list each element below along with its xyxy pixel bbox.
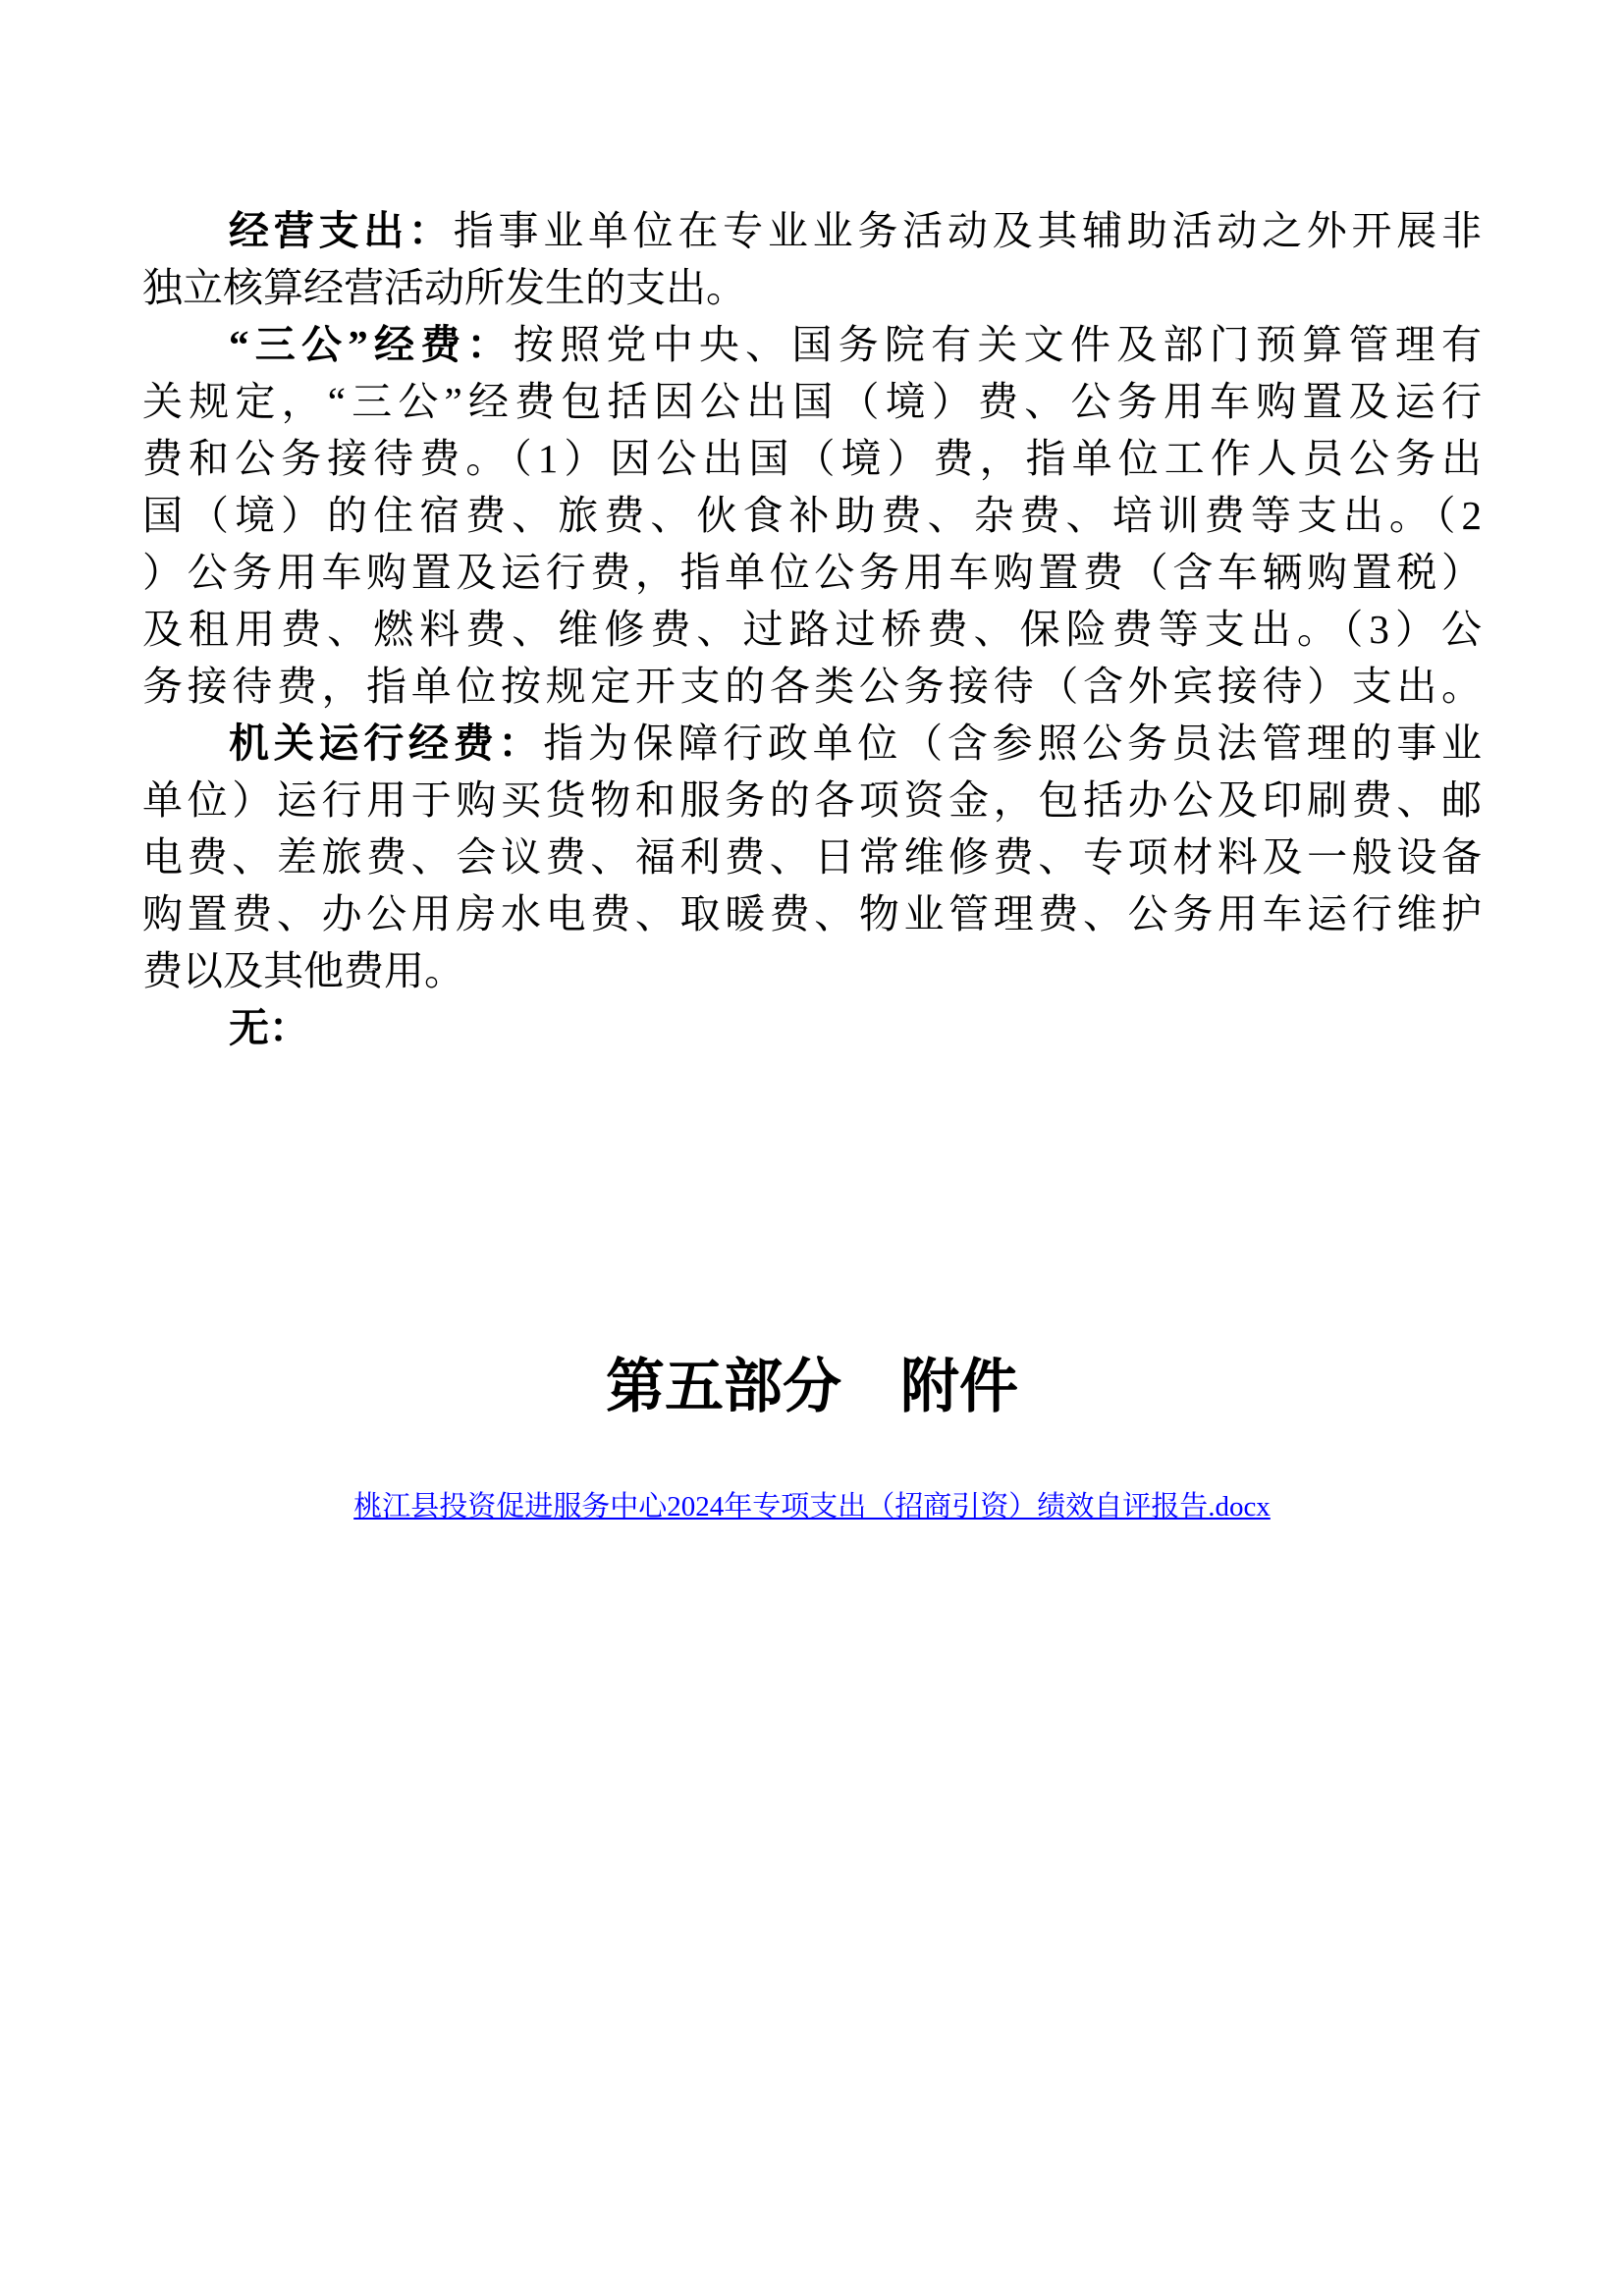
line-text: 费和公务接待费。（1）因公出国（境）费，指单位工作人员公务出 <box>142 436 1482 481</box>
text-line <box>142 999 1482 1056</box>
text-line <box>142 487 1482 544</box>
line-text: 指事业单位在专业业务活动及其辅助活动之外开展非 <box>453 208 1483 253</box>
line-text: 关规定，“三公”经费包括因公出国（境）费、公务用车购置及运行 <box>142 379 1482 424</box>
text-line <box>142 316 1482 373</box>
term-label: 无： <box>229 1005 309 1050</box>
text-line <box>142 202 1482 259</box>
line-text: 及租用费、燃料费、维修费、过路过桥费、保险费等支出。（3）公 <box>142 607 1482 652</box>
line-text: 独立核算经营活动所发生的支出。 <box>142 265 746 310</box>
text-line <box>142 658 1482 715</box>
line-text: 费以及其他费用。 <box>142 948 464 993</box>
text-line <box>142 772 1482 828</box>
attachment-link[interactable]: 桃江县投资促进服务中心2024年专项支出（招商引资）绩效自评报告.docx <box>353 1491 1271 1522</box>
text-line <box>142 430 1482 487</box>
attachment-paragraph <box>142 1487 1482 1526</box>
line-text: 购置费、办公用房水电费、取暖费、物业管理费、公务用车运行维护 <box>142 891 1482 936</box>
term-label: 经营支出： <box>229 208 454 253</box>
text-line <box>142 373 1482 430</box>
line-text: 指为保障行政单位（含参照公务员法管理的事业 <box>543 721 1483 766</box>
section-heading: 第五部分 附件 <box>606 1355 1018 1419</box>
line-text: 务接待费，指单位按规定开支的各类公务接待（含外宾接待）支出。 <box>142 664 1482 709</box>
text-line <box>142 828 1482 885</box>
line-text: 国（境）的住宿费、旅费、伙食补助费、杂费、培训费等支出。（2 <box>142 493 1482 538</box>
text-line <box>142 715 1482 772</box>
text-line <box>142 544 1482 601</box>
term-label: “三公”经费： <box>229 322 514 367</box>
line-text: 按照党中央、国务院有关文件及部门预算管理有 <box>513 322 1483 367</box>
text-line <box>142 259 1482 316</box>
text-line <box>142 885 1482 942</box>
line-text: 电费、差旅费、会议费、福利费、日常维修费、专项材料及一般设备 <box>142 834 1482 880</box>
text-line <box>142 601 1482 658</box>
line-text: ）公务用车购置及运行费，指单位公务用车购置费（含车辆购置税） <box>142 550 1482 595</box>
text-line <box>142 942 1482 999</box>
line-text: 单位）运行用于购买货物和服务的各项资金，包括办公及印刷费、邮 <box>142 777 1482 823</box>
body-text <box>142 202 1482 1056</box>
term-label: 机关运行经费： <box>229 721 544 766</box>
